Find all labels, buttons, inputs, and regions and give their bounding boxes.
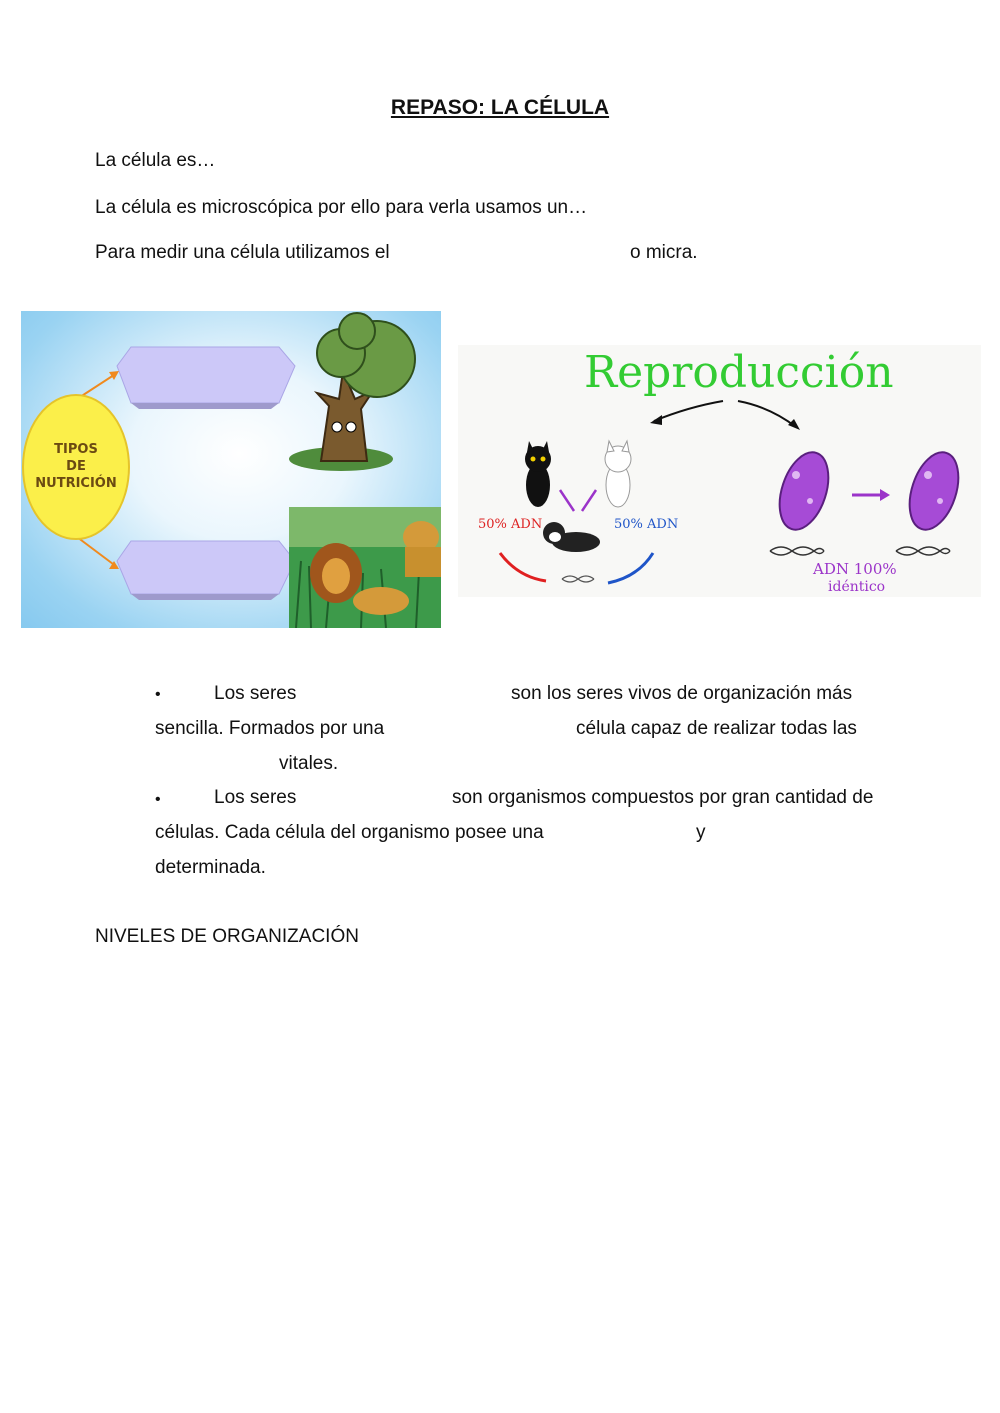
page-title: REPASO: LA CÉLULA xyxy=(390,96,610,119)
bullet-2-symbol: • xyxy=(155,791,161,808)
kitten-icon xyxy=(543,522,600,552)
identical-dna-line1: ADN 100% xyxy=(813,560,897,578)
levels-heading: NIVELES DE ORGANIZACIÓN xyxy=(95,926,359,947)
red-arrow-icon xyxy=(500,553,546,581)
tree-character-icon xyxy=(289,313,415,471)
intro-line-measure-start: Para medir una célula utilizamos el xyxy=(95,242,390,263)
bullet-1-start: Los seres xyxy=(214,683,297,704)
intro-line-microscope: La célula es microscópica por ello para verla usamos un… xyxy=(95,197,588,218)
lion-scene-icon xyxy=(289,507,441,628)
nutrition-box-top xyxy=(117,347,295,409)
dna-right-icon xyxy=(896,547,950,555)
bullet-1-line3: vitales. xyxy=(279,753,339,774)
left-dna-label: 50% ADN xyxy=(478,517,543,532)
nutrition-box-bottom xyxy=(117,541,295,600)
reproduction-title: Reproducción xyxy=(584,347,894,398)
dna-left-icon xyxy=(770,547,824,555)
bullet-2-line2-start: células. Cada célula del organismo posee una xyxy=(155,822,544,843)
nutrition-types-image xyxy=(21,311,441,628)
nutrition-label-line3: NUTRICIÓN xyxy=(35,476,117,491)
split-arrows-icon xyxy=(654,401,796,427)
nutrition-label xyxy=(23,441,129,492)
right-dna-label: 50% ADN xyxy=(614,517,679,532)
identical-dna-line2: idéntico xyxy=(828,579,886,595)
bullet-1-mid: son los seres vivos de organización más xyxy=(511,683,853,704)
bullet-1-line2-end: célula capaz de realizar todas las xyxy=(576,718,857,739)
bacteria-right-icon xyxy=(901,446,968,536)
dna-small-icon xyxy=(562,576,594,582)
bullet-1-symbol: • xyxy=(155,686,161,703)
intro-line-cell-is: La célula es… xyxy=(95,150,216,171)
reproduction-image xyxy=(458,345,981,597)
bacteria-left-icon xyxy=(771,446,838,536)
bullet-2-start: Los seres xyxy=(214,787,297,808)
bullet-1-line2-start: sencilla. Formados por una xyxy=(155,718,385,739)
bullet-2-line3: determinada. xyxy=(155,857,266,878)
reproduction-diagram xyxy=(458,345,981,597)
black-cat-icon xyxy=(525,441,551,507)
nutrition-label-line2: DE xyxy=(66,459,86,474)
bullet-2-mid: son organismos compuestos por gran cantidad de xyxy=(452,787,874,808)
intro-line-measure-end: o micra. xyxy=(630,242,698,263)
nutrition-label-line1: TIPOS xyxy=(54,442,98,457)
white-cat-icon xyxy=(605,441,631,507)
blue-arrow-icon xyxy=(608,553,653,583)
bullet-2-line2-end: y xyxy=(696,822,706,843)
